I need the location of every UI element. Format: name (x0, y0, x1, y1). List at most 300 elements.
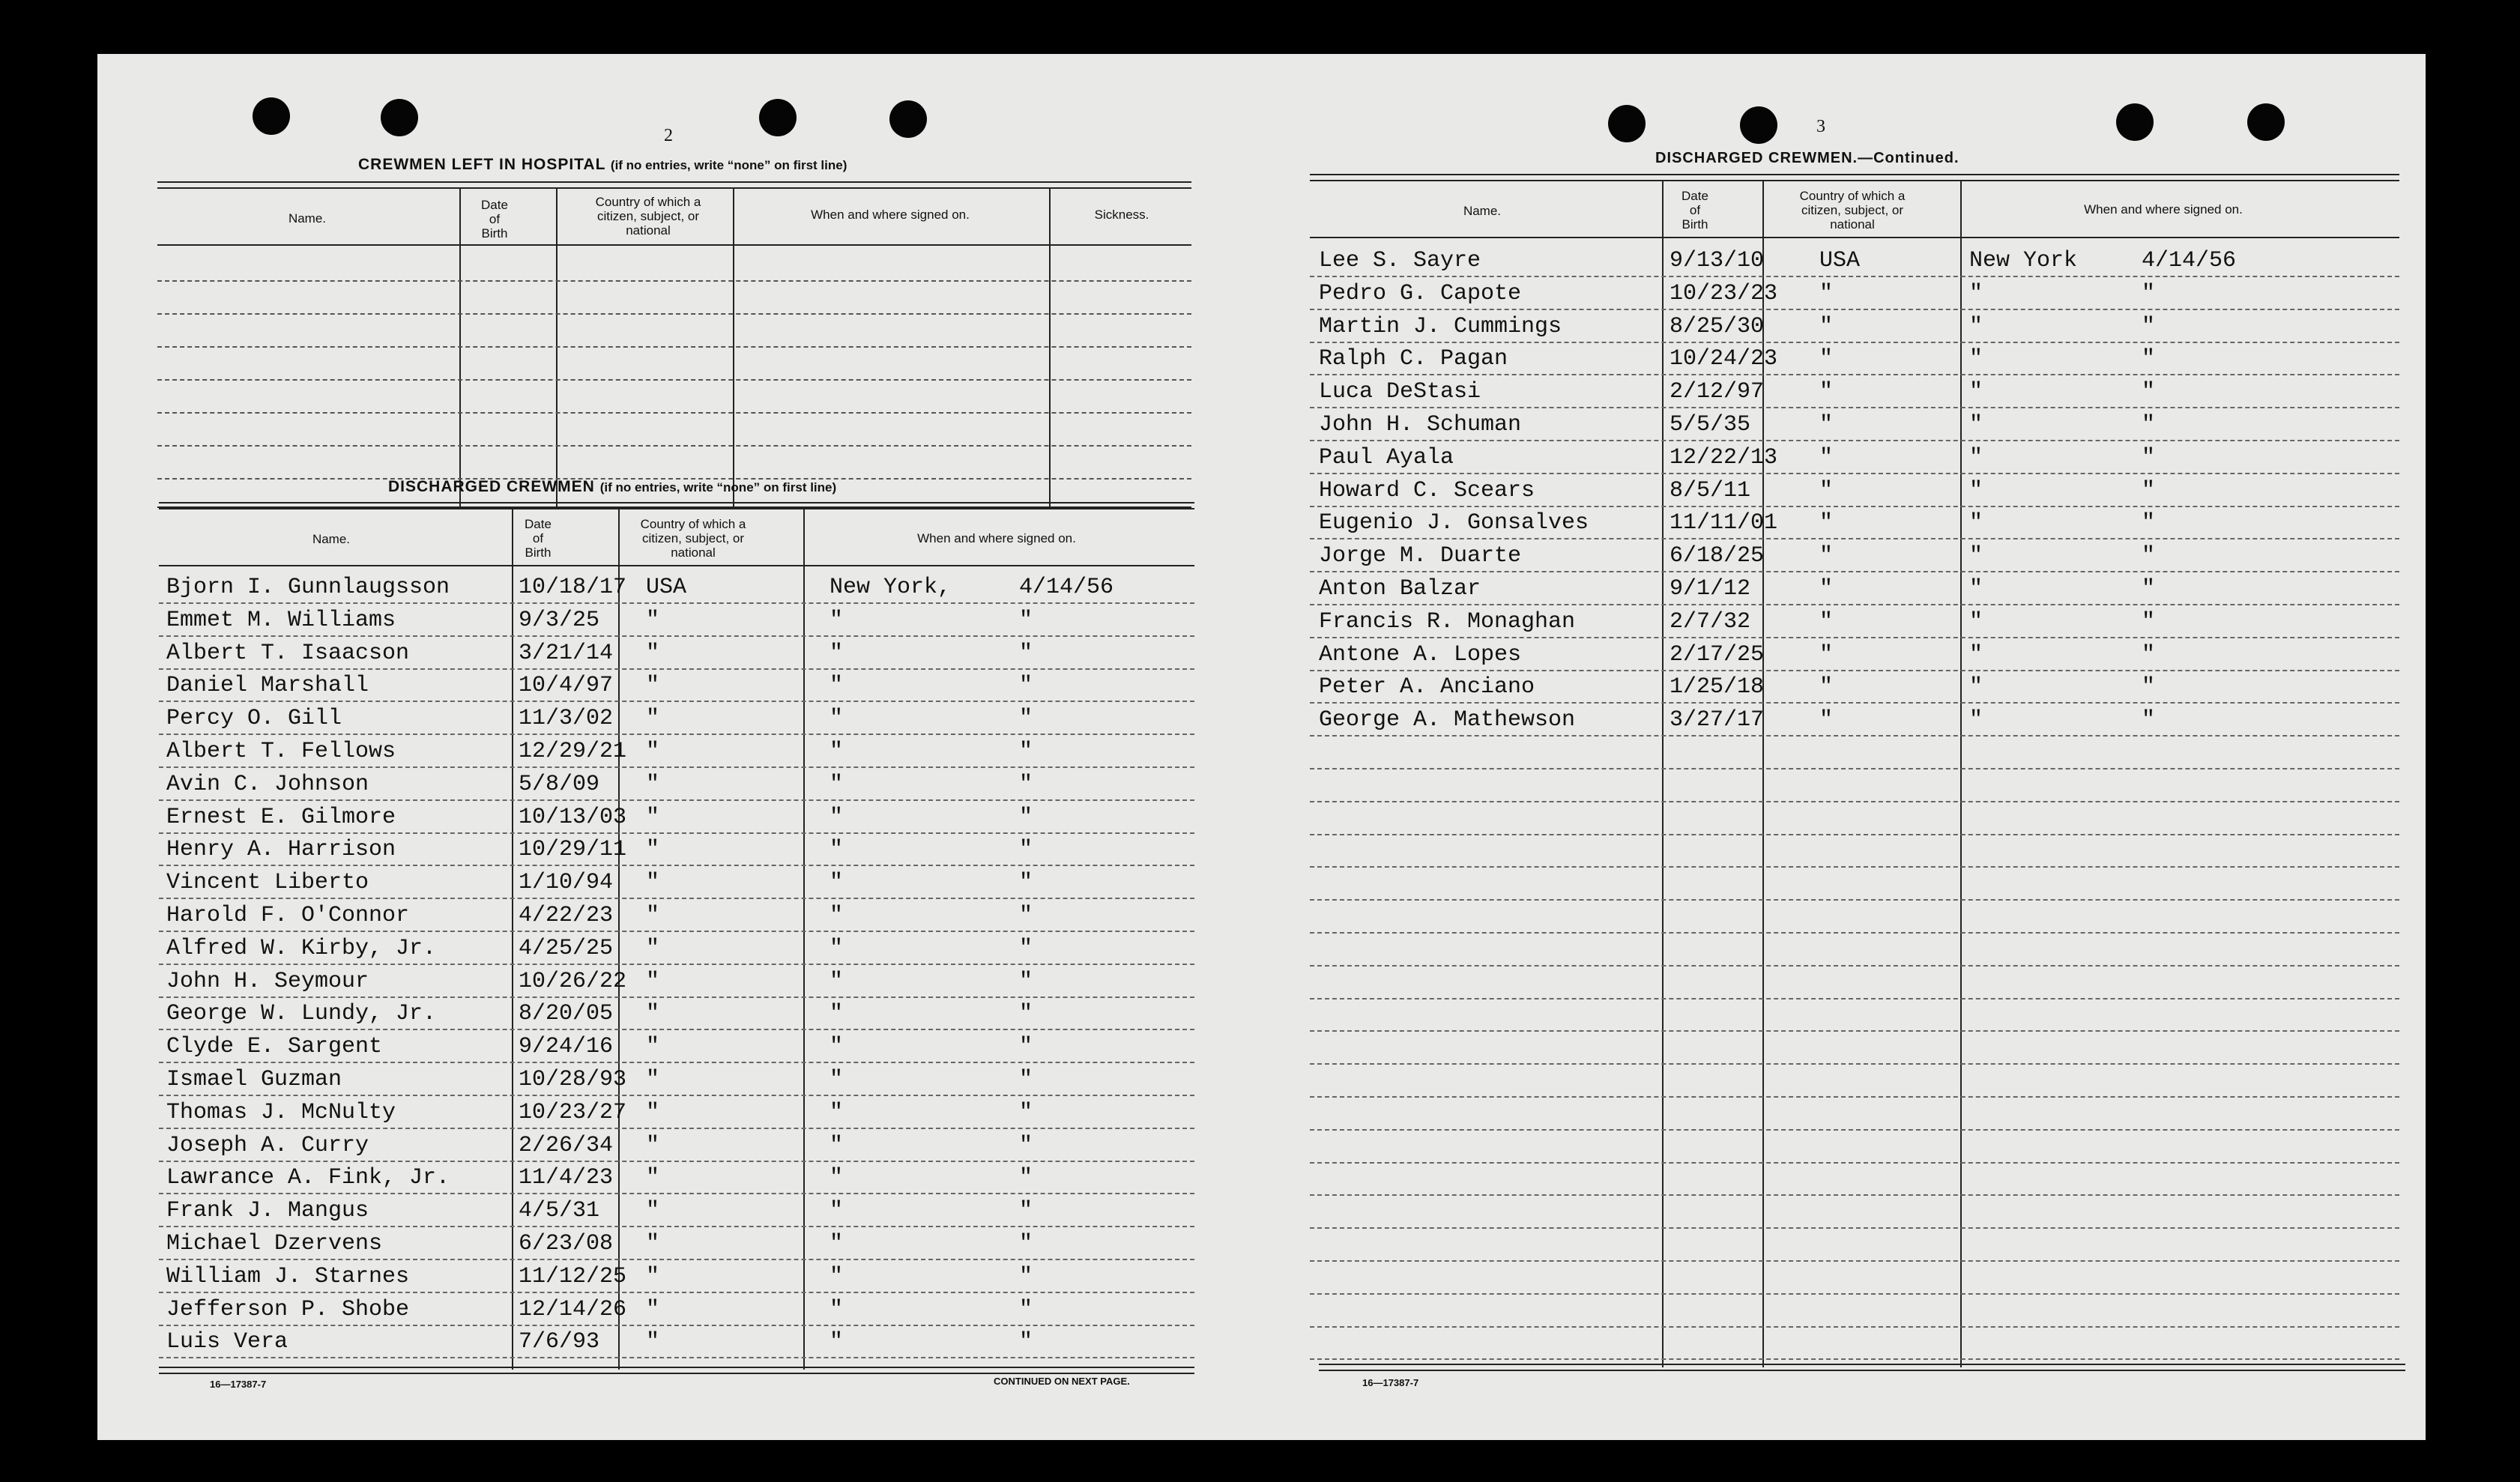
table-row (1310, 1066, 2399, 1098)
cell-date: " (2142, 477, 2156, 503)
table-row (159, 1032, 1194, 1063)
cell-place: " (1969, 346, 1983, 372)
hospital-col-when-where: When and where signed on. (811, 208, 970, 222)
discharged-header-rule (159, 565, 1194, 566)
cell-country: " (646, 1132, 660, 1158)
divider (556, 187, 558, 508)
table-row (159, 868, 1194, 899)
cell-dob: 11/3/02 (519, 706, 614, 732)
right-header-rule (1310, 237, 2399, 238)
table-row (1310, 1296, 2399, 1328)
table-row (159, 934, 1194, 965)
cell-country: " (646, 1034, 660, 1060)
table-row (1310, 1000, 2399, 1032)
cell-place: " (830, 968, 844, 994)
cell-country: " (646, 903, 660, 928)
cell-dob: 10/26/22 (519, 968, 627, 994)
cell-dob: 5/8/09 (519, 771, 600, 797)
table-row (1310, 476, 2399, 507)
cell-dob: 10/4/97 (519, 673, 614, 699)
hospital-note: (if no entries, write “none” on first line) (610, 158, 847, 172)
punch-hole (2247, 103, 2285, 141)
cell-date: " (1019, 1296, 1033, 1322)
continued-note: CONTINUED ON NEXT PAGE. (994, 1376, 1130, 1387)
table-row (1310, 1197, 2399, 1229)
blank-line (157, 445, 1191, 447)
right-col-name: Name. (1463, 204, 1502, 218)
cell-name: Albert T. Fellows (166, 739, 396, 764)
cell-place: " (1969, 608, 1983, 635)
punch-hole (253, 97, 290, 135)
cell-name: Clyde E. Sargent (166, 1034, 383, 1060)
cell-date: " (2142, 707, 2156, 734)
cell-date: " (2142, 280, 2156, 306)
right-col-when-where: When and where signed on. (2084, 202, 2243, 217)
cell-place: " (1969, 313, 1983, 339)
cell-date: " (1019, 673, 1033, 699)
hospital-col-sickness: Sickness. (1094, 208, 1149, 222)
cell-place: " (830, 706, 844, 732)
cell-place: " (830, 935, 844, 961)
cell-dob: 8/5/11 (1670, 477, 1751, 503)
table-row (1310, 279, 2399, 310)
cell-dob: 12/14/26 (519, 1296, 627, 1322)
divider (1049, 187, 1051, 508)
cell-dob: 3/21/14 (519, 640, 614, 666)
cell-place: " (1969, 707, 1983, 734)
cell-place: " (1969, 674, 1983, 701)
cell-country: " (1819, 608, 1834, 635)
cell-country: " (1819, 379, 1834, 405)
table-row (159, 1065, 1194, 1096)
cell-country: " (646, 804, 660, 830)
cell-date: 4/14/56 (1019, 575, 1114, 600)
punch-hole (1740, 106, 1777, 144)
table-row (1310, 607, 2399, 638)
cell-name: Percy O. Gill (166, 706, 342, 732)
cell-dob: 3/27/17 (1670, 707, 1765, 734)
cell-dob: 4/25/25 (519, 935, 614, 961)
table-row (1310, 1132, 2399, 1164)
discharged-col-country: Country of which a citizen, subject, or national (640, 517, 746, 560)
cell-country: " (646, 739, 660, 764)
discharged-note: (if no entries, write “none” on first line) (599, 480, 837, 494)
page-number: 2 (664, 126, 673, 145)
cell-country: " (1819, 510, 1834, 536)
cell-date: " (1019, 739, 1033, 764)
cell-name: Paul Ayala (1319, 444, 1454, 471)
cell-country: " (646, 968, 660, 994)
discharged-col-dob: Date of Birth (525, 517, 552, 560)
cell-place: " (830, 1263, 844, 1289)
cell-name: Ralph C. Pagan (1319, 346, 1508, 372)
cell-place: " (830, 1329, 844, 1355)
blank-line (157, 412, 1191, 414)
table-row (159, 967, 1194, 998)
table-row (1310, 508, 2399, 539)
cell-country: " (1819, 707, 1834, 734)
cell-dob: 9/13/10 (1670, 248, 1765, 273)
cell-dob: 7/6/93 (519, 1329, 600, 1355)
cell-dob: 2/17/25 (1670, 641, 1765, 668)
punch-hole (1608, 105, 1646, 142)
cell-date: " (1019, 1099, 1033, 1125)
table-row (1310, 705, 2399, 737)
table-row (1310, 574, 2399, 605)
cell-name: Vincent Liberto (166, 870, 369, 896)
hospital-top-rule (157, 181, 1191, 189)
blank-line (157, 313, 1191, 315)
cell-name: Peter A. Anciano (1319, 674, 1535, 701)
cell-dob: 12/22/13 (1670, 444, 1778, 471)
table-row (1310, 672, 2399, 704)
table-row (159, 1262, 1194, 1293)
cell-date: " (1019, 968, 1033, 994)
hospital-col-name: Name. (288, 211, 327, 226)
cell-country: " (1819, 674, 1834, 701)
cell-date: " (2142, 346, 2156, 372)
cell-dob: 8/25/30 (1670, 313, 1765, 339)
cell-country: " (1819, 346, 1834, 372)
cell-place: " (830, 739, 844, 764)
table-row (1310, 1164, 2399, 1196)
cell-country: " (646, 771, 660, 797)
cell-country: " (1819, 576, 1834, 602)
table-row (159, 737, 1194, 768)
table-row (159, 1196, 1194, 1227)
hospital-header-rule (157, 244, 1191, 246)
punch-hole (889, 100, 927, 138)
cell-country: " (1819, 477, 1834, 503)
discharged-col-when-where: When and where signed on. (917, 531, 1076, 545)
cell-name: Michael Dzervens (166, 1231, 383, 1256)
table-row (1310, 312, 2399, 343)
cell-place: " (830, 1231, 844, 1256)
cell-name: Jefferson P. Shobe (166, 1296, 410, 1322)
cell-place: " (830, 1067, 844, 1092)
cell-dob: 1/25/18 (1670, 674, 1765, 701)
cell-country: " (646, 1296, 660, 1322)
cell-dob: 8/20/05 (519, 1001, 614, 1027)
cell-date: " (2142, 313, 2156, 339)
table-row (159, 999, 1194, 1030)
cell-date: " (1019, 1067, 1033, 1092)
cell-name: Avin C. Johnson (166, 771, 369, 797)
form-number: 16—17387-7 (1362, 1377, 1419, 1388)
divider (733, 187, 734, 508)
cell-date: " (1019, 1198, 1033, 1224)
cell-country: " (646, 673, 660, 699)
cell-dob: 5/5/35 (1670, 412, 1751, 438)
cell-dob: 4/22/23 (519, 903, 614, 928)
cell-dob: 6/23/08 (519, 1231, 614, 1256)
table-row (1310, 1033, 2399, 1065)
cell-name: Martin J. Cummings (1319, 313, 1562, 339)
cell-country: " (1819, 543, 1834, 569)
cell-dob: 9/3/25 (519, 607, 600, 633)
left-bottom-rule (159, 1367, 1194, 1374)
form-number: 16—17387-7 (210, 1379, 267, 1390)
table-row (1310, 1328, 2399, 1360)
cell-name: Luis Vera (166, 1329, 288, 1355)
cell-date: " (2142, 412, 2156, 438)
cell-place: " (1969, 444, 1983, 471)
cell-dob: 11/11/01 (1670, 510, 1778, 536)
table-row (1310, 738, 2399, 769)
cell-place: " (830, 771, 844, 797)
cell-country: " (646, 607, 660, 633)
cell-country: " (646, 837, 660, 863)
table-row (1310, 410, 2399, 441)
cell-date: " (1019, 1001, 1033, 1027)
cell-dob: 10/23/23 (1670, 280, 1778, 306)
cell-dob: 6/18/25 (1670, 543, 1765, 569)
cell-place: " (830, 640, 844, 666)
cell-place: " (830, 1198, 844, 1224)
cell-country: " (1819, 641, 1834, 668)
table-row (1310, 541, 2399, 572)
cell-country: " (646, 935, 660, 961)
table-row (1310, 1230, 2399, 1262)
punch-hole (381, 99, 418, 136)
table-row (159, 638, 1194, 670)
cell-name: Ismael Guzman (166, 1067, 342, 1092)
table-row (159, 1098, 1194, 1129)
cell-date: " (1019, 837, 1033, 863)
cell-date: 4/14/56 (2142, 248, 2237, 273)
cell-place: " (830, 607, 844, 633)
cell-date: " (1019, 1329, 1033, 1355)
cell-place: " (1969, 412, 1983, 438)
cell-name: Eugenio J. Gonsalves (1319, 510, 1589, 536)
left-page (97, 54, 1253, 1440)
discharged-col-name: Name. (312, 532, 351, 546)
table-row (1310, 771, 2399, 802)
cell-country: " (1819, 280, 1834, 306)
table-row (159, 572, 1194, 604)
cell-name: Antone A. Lopes (1319, 641, 1522, 668)
cell-name: Francis R. Monaghan (1319, 608, 1576, 635)
cell-dob: 10/18/17 (519, 575, 627, 600)
cell-place: " (830, 870, 844, 896)
cell-country: USA (1819, 248, 1861, 273)
discharged-continued-heading: DISCHARGED CREWMEN.—Continued. (1655, 150, 1960, 166)
hospital-heading (358, 156, 847, 174)
cell-date: " (1019, 1231, 1033, 1256)
cell-dob: 1/10/94 (519, 870, 614, 896)
cell-name: Lawrance A. Fink, Jr. (166, 1165, 450, 1191)
cell-name: Thomas J. McNulty (166, 1099, 396, 1125)
cell-date: " (2142, 674, 2156, 701)
cell-dob: 10/24/23 (1670, 346, 1778, 372)
punch-hole (759, 99, 797, 136)
cell-date: " (1019, 1034, 1033, 1060)
cell-dob: 10/13/03 (519, 804, 627, 830)
cell-name: Albert T. Isaacson (166, 640, 410, 666)
table-row (159, 1327, 1194, 1358)
cell-name: Alfred W. Kirby, Jr. (166, 935, 437, 961)
cell-date: " (1019, 870, 1033, 896)
cell-country: " (646, 1001, 660, 1027)
cell-country: " (1819, 313, 1834, 339)
cell-place: " (830, 1034, 844, 1060)
cell-name: John H. Schuman (1319, 412, 1522, 438)
right-page (1253, 54, 2426, 1440)
cell-date: " (2142, 510, 2156, 536)
cell-name: Emmet M. Williams (166, 607, 396, 633)
right-bottom-rule (1319, 1364, 2405, 1371)
cell-name: Pedro G. Capote (1319, 280, 1522, 306)
cell-date: " (2142, 543, 2156, 569)
right-col-dob: Date of Birth (1681, 189, 1708, 232)
cell-dob: 9/24/16 (519, 1034, 614, 1060)
cell-place: " (1969, 543, 1983, 569)
cell-date: " (1019, 804, 1033, 830)
cell-date: " (1019, 706, 1033, 732)
cell-name: Frank J. Mangus (166, 1198, 369, 1224)
cell-date: " (1019, 1132, 1033, 1158)
hospital-col-country: Country of which a citizen, subject, or national (595, 195, 701, 238)
cell-dob: 11/4/23 (519, 1165, 614, 1191)
cell-name: John H. Seymour (166, 968, 369, 994)
cell-dob: 9/1/12 (1670, 576, 1751, 602)
table-row (1310, 836, 2399, 868)
blank-line (157, 379, 1191, 381)
table-row (159, 605, 1194, 637)
table-row (1310, 344, 2399, 375)
cell-country: " (646, 1231, 660, 1256)
table-row (1310, 968, 2399, 999)
cell-name: Daniel Marshall (166, 673, 369, 699)
cell-name: George W. Lundy, Jr. (166, 1001, 437, 1027)
cell-name: George A. Mathewson (1319, 707, 1576, 734)
cell-dob: 11/12/25 (519, 1263, 627, 1289)
table-row (1310, 804, 2399, 835)
table-row (1310, 1263, 2399, 1295)
cell-date: " (1019, 607, 1033, 633)
cell-country: " (1819, 412, 1834, 438)
cell-place: " (830, 1296, 844, 1322)
table-row (159, 802, 1194, 834)
cell-name: Bjorn I. Gunnlaugsson (166, 575, 450, 600)
cell-country: " (646, 640, 660, 666)
table-row (159, 704, 1194, 735)
cell-date: " (1019, 903, 1033, 928)
table-row (1310, 869, 2399, 901)
cell-place: " (830, 1132, 844, 1158)
cell-place: " (1969, 641, 1983, 668)
cell-country: " (646, 870, 660, 896)
cell-dob: 10/23/27 (519, 1099, 627, 1125)
blank-line (157, 280, 1191, 282)
cell-name: Howard C. Scears (1319, 477, 1535, 503)
cell-date: " (2142, 379, 2156, 405)
table-row (1310, 1099, 2399, 1131)
cell-date: " (2142, 608, 2156, 635)
cell-country: " (646, 1198, 660, 1224)
table-row (159, 835, 1194, 866)
right-col-country: Country of which a citizen, subject, or national (1799, 189, 1906, 232)
cell-name: William J. Starnes (166, 1263, 410, 1289)
cell-name: Jorge M. Duarte (1319, 543, 1522, 569)
cell-name: Luca DeStasi (1319, 379, 1481, 405)
cell-place: " (1969, 379, 1983, 405)
cell-place: " (830, 804, 844, 830)
table-row (159, 1295, 1194, 1326)
cell-place: " (1969, 510, 1983, 536)
table-row (1310, 935, 2399, 967)
table-row (1310, 246, 2399, 277)
cell-place: " (830, 1165, 844, 1191)
table-row (159, 1131, 1194, 1162)
cell-place: " (830, 837, 844, 863)
discharged-top-rule (159, 502, 1194, 509)
cell-place: " (1969, 477, 1983, 503)
cell-country: " (646, 1165, 660, 1191)
cell-date: " (2142, 641, 2156, 668)
cell-country: " (646, 1263, 660, 1289)
table-row (159, 769, 1194, 801)
table-row (1310, 640, 2399, 671)
table-row (159, 901, 1194, 932)
cell-name: Joseph A. Curry (166, 1132, 369, 1158)
cell-country: " (646, 1099, 660, 1125)
cell-dob: 10/28/93 (519, 1067, 627, 1092)
cell-name: Henry A. Harrison (166, 837, 396, 863)
cell-place: New York, (830, 575, 952, 600)
table-row (159, 1163, 1194, 1194)
cell-country: USA (646, 575, 687, 600)
cell-date: " (1019, 1165, 1033, 1191)
cell-date: " (1019, 1263, 1033, 1289)
cell-date: " (1019, 640, 1033, 666)
cell-dob: 12/29/21 (519, 739, 627, 764)
cell-place: " (830, 1001, 844, 1027)
cell-dob: 10/29/11 (519, 837, 627, 863)
cell-place: " (1969, 280, 1983, 306)
table-row (159, 1229, 1194, 1260)
cell-dob: 2/7/32 (1670, 608, 1751, 635)
hospital-title: CREWMEN LEFT IN HOSPITAL (358, 156, 606, 173)
cell-dob: 2/26/34 (519, 1132, 614, 1158)
cell-name: Harold F. O'Connor (166, 903, 410, 928)
table-row (159, 671, 1194, 702)
page-number: 3 (1816, 117, 1825, 136)
cell-dob: 2/12/97 (1670, 379, 1765, 405)
punch-hole (2116, 103, 2154, 141)
cell-name: Lee S. Sayre (1319, 248, 1481, 273)
cell-name: Anton Balzar (1319, 576, 1481, 602)
cell-country: " (646, 706, 660, 732)
cell-date: " (1019, 771, 1033, 797)
table-row (1310, 377, 2399, 408)
cell-country: " (646, 1329, 660, 1355)
discharged-title: DISCHARGED CREWMEN (388, 478, 595, 495)
cell-place: New York (1969, 248, 2078, 273)
cell-place: " (830, 673, 844, 699)
divider (459, 187, 461, 508)
cell-dob: 4/5/31 (519, 1198, 600, 1224)
table-row (1310, 443, 2399, 474)
right-top-rule (1310, 174, 2399, 181)
cell-country: " (646, 1067, 660, 1092)
cell-date: " (2142, 444, 2156, 471)
table-row (1310, 902, 2399, 934)
cell-place: " (830, 1099, 844, 1125)
cell-place: " (1969, 576, 1983, 602)
cell-country: " (1819, 444, 1834, 471)
cell-date: " (2142, 576, 2156, 602)
